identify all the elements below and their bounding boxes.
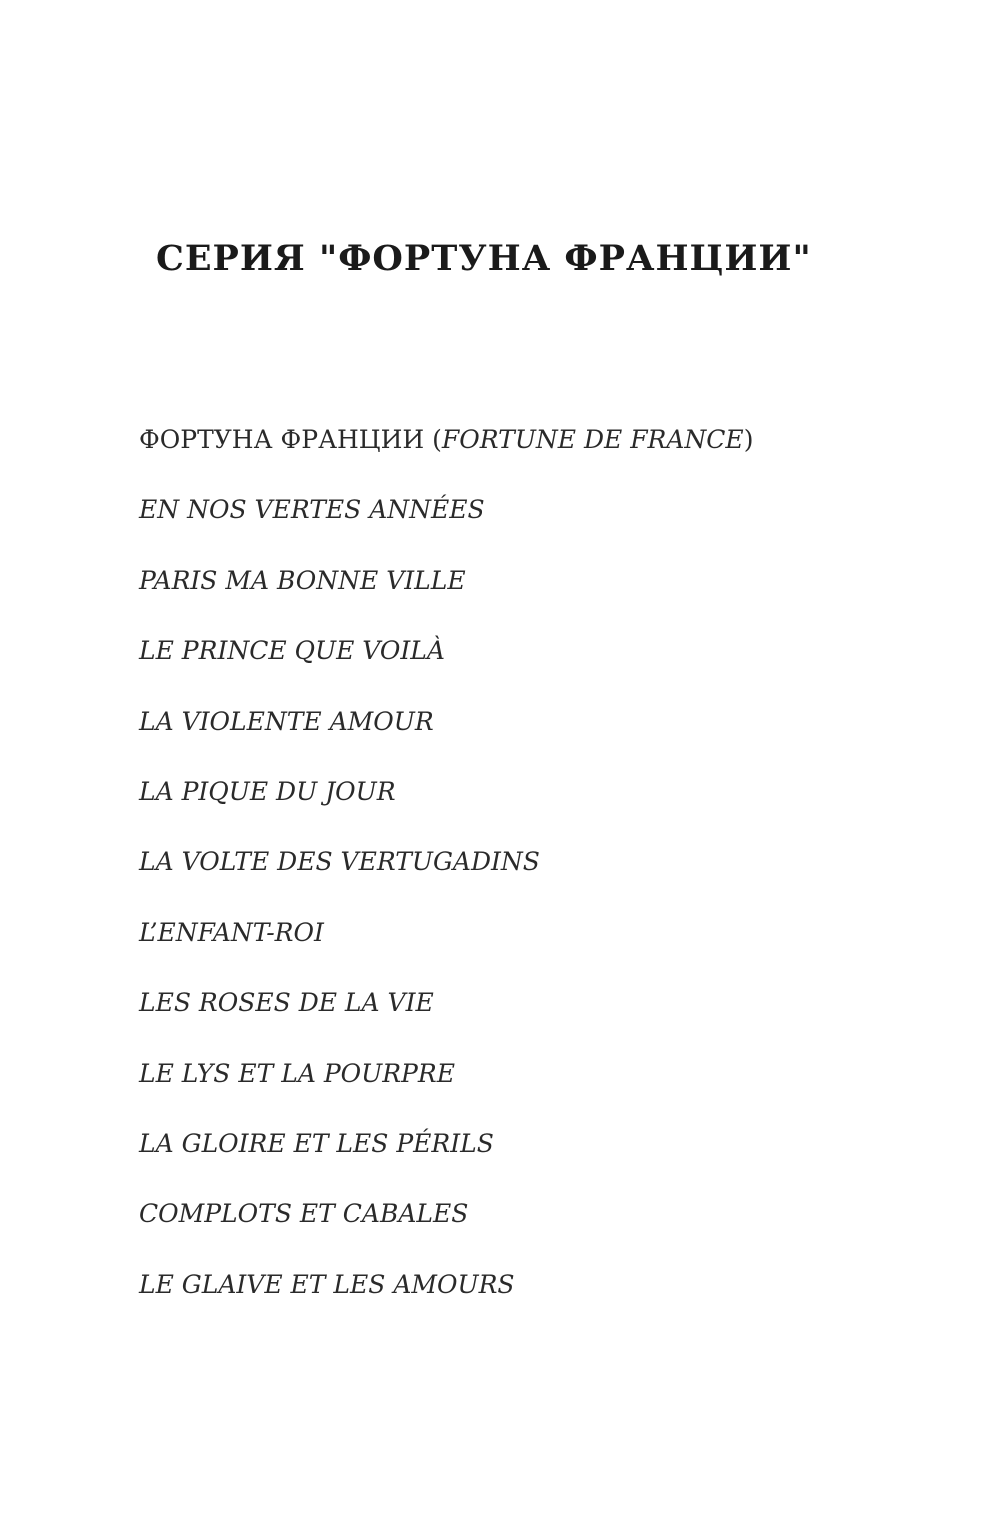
list-item: LA PIQUE DU JOUR (139, 776, 396, 806)
list-item: LE PRINCE QUE VOILÀ (139, 636, 445, 666)
list-item: LA GLOIRE ET LES PÉRILS (139, 1128, 494, 1158)
main-title-open-paren: ( (424, 425, 442, 454)
main-title-original: FORTUNE DE FRANCE (441, 425, 744, 454)
list-item: LE GLAIVE ET LES AMOURS (139, 1269, 515, 1299)
list-item: LA VOLTE DES VERTUGADINS (139, 847, 540, 877)
list-item: COMPLOTS ET CABALES (139, 1199, 469, 1229)
list-item: LA VIOLENTE AMOUR (139, 706, 434, 736)
main-title-russian: ФОРТУНА ФРАНЦИИ (139, 425, 425, 454)
main-title-close-paren: ) (743, 425, 754, 454)
list-item: EN NOS VERTES ANNÉES (139, 495, 485, 525)
list-item: PARIS MA BONNE VILLE (139, 565, 466, 595)
list-item: LE LYS ET LA POURPRE (139, 1058, 455, 1088)
list-item-main-title (139, 420, 753, 490)
list-item: L’ENFANT-ROI (139, 917, 324, 947)
series-title: СЕРИЯ "ФОРТУНА ФРАНЦИИ" (156, 238, 812, 279)
series-book-list (139, 420, 753, 1335)
list-item: LES ROSES DE LA VIE (139, 988, 434, 1018)
